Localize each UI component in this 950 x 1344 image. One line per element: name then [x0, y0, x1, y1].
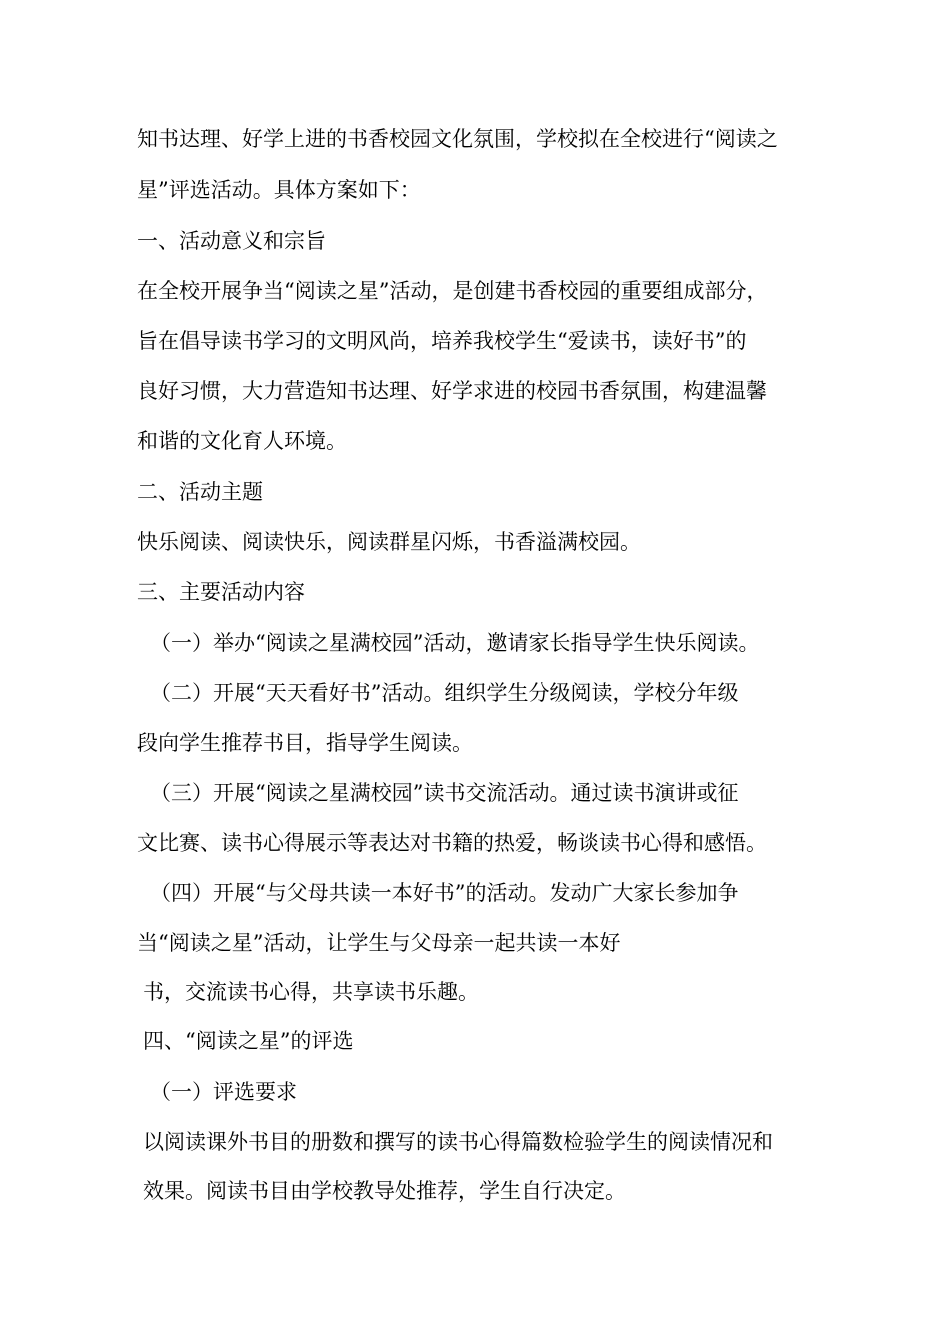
list-item-line: 当“阅读之星”活动，让学生与父母亲一起共读一本好	[137, 931, 621, 955]
paragraph-line: 知书达理、好学上进的书香校园文化氛围，学校拟在全校进行“阅读之	[137, 127, 778, 151]
subsection-heading: （一）评选要求	[150, 1080, 297, 1104]
section-heading-4: 四、“阅读之星”的评选	[143, 1029, 354, 1053]
list-item-line: 书，交流读书心得，共享读书乐趣。	[143, 980, 479, 1004]
list-item-line: （三）开展“阅读之星满校园”读书交流活动。通过读书演讲或征	[150, 781, 739, 805]
paragraph-line: 良好习惯，大力营造知书达理、好学求进的校园书香氛围，构建温馨	[137, 379, 767, 403]
paragraph-line: 旨在倡导读书学习的文明风尚，培养我校学生“爱读书，读好书”的	[137, 329, 747, 353]
section-heading-2: 二、活动主题	[137, 480, 263, 504]
paragraph-line: 和谐的文化育人环境。	[137, 429, 347, 453]
paragraph-line: 星”评选活动。具体方案如下：	[137, 178, 421, 202]
list-item-line: （四）开展“与父母共读一本好书”的活动。发动广大家长参加争	[150, 881, 739, 905]
paragraph-line: 快乐阅读、阅读快乐，阅读群星闪烁，书香溢满校园。	[137, 530, 641, 554]
list-item-line: （一）举办“阅读之星满校园”活动，邀请家长指导学生快乐阅读。	[150, 631, 760, 655]
section-heading-1: 一、活动意义和宗旨	[137, 229, 326, 253]
list-item-line: （二）开展“天天看好书”活动。组织学生分级阅读，学校分年级	[150, 681, 739, 705]
list-item-line: 文比赛、读书心得展示等表达对书籍的热爱，畅谈读书心得和感悟。	[137, 831, 767, 855]
paragraph-line: 在全校开展争当“阅读之星”活动，是创建书香校园的重要组成部分，	[137, 279, 768, 303]
list-item-line: 段向学生推荐书目，指导学生阅读。	[137, 731, 473, 755]
paragraph-line: 效果。阅读书目由学校教导处推荐，学生自行决定。	[143, 1179, 626, 1203]
section-heading-3: 三、主要活动内容	[137, 580, 305, 604]
paragraph-line: 以阅读课外书目的册数和撰写的读书心得篇数检验学生的阅读情况和	[143, 1130, 773, 1154]
